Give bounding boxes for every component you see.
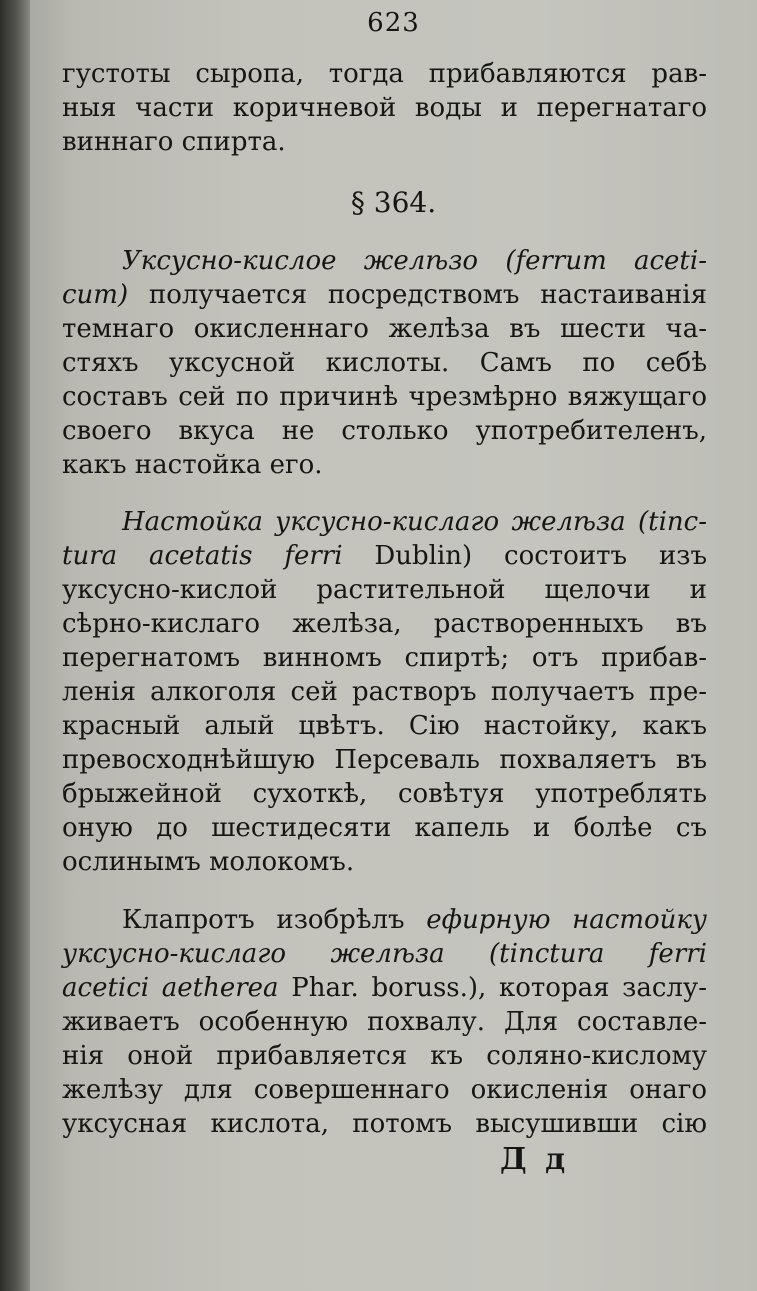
text-line: сѣрно-кислаго желѣза, растворенныхъ въ — [62, 609, 707, 639]
text-run: получается посредствомъ настаиванія — [128, 280, 707, 310]
text-line: густоты сыропа, тогда прибавляются рав- — [62, 59, 707, 89]
italic-term: tura acetatis ferri — [62, 541, 343, 571]
text-line: брыжейной сухоткѣ, совѣтуя употреблять — [62, 779, 707, 809]
text-line: своего вкуса не столько употребителенъ, — [62, 416, 707, 446]
text-line — [62, 279, 707, 311]
italic-term: ефирную настойку — [426, 905, 707, 935]
text-line — [62, 938, 707, 970]
text-line: уксусная кислота, потомъ высушивши сію — [62, 1109, 707, 1139]
text-line: нія оной прибавляется къ соляно-кислому — [62, 1041, 707, 1071]
text-line: стяхъ уксусной кислоты. Самъ по себѣ — [62, 348, 707, 378]
text-line: темнаго окисленнаго желѣза въ шести ча- — [62, 314, 707, 344]
text-line: живаетъ особенную похвалу. Для составле- — [62, 1007, 707, 1037]
book-gutter — [0, 0, 30, 1291]
italic-term: cum) — [62, 280, 129, 310]
text-line: оную до шестидесяти капель и болѣе съ — [62, 813, 707, 843]
text-line — [62, 972, 707, 1004]
text-line: превосходнѣйшую Персеваль похваляетъ въ — [62, 745, 707, 775]
page-number: 623 — [367, 8, 420, 38]
text-line — [122, 245, 707, 277]
text-line: желѣзу для совершеннаго окисленія онаго — [62, 1075, 707, 1105]
italic-term: Настойка уксусно-кислаго желѣза (tinc- — [122, 507, 707, 537]
text-run: Phar. boruss.), которая заслу- — [278, 973, 708, 1003]
italic-term: Уксусно-кислое желѣзо (ferrum aceti- — [122, 246, 707, 276]
text-run: Dublin) состоитъ изъ — [342, 541, 708, 571]
italic-term: уксусно-кислаго желѣза (tinctura ferri — [62, 939, 707, 969]
book-page — [30, 0, 757, 1291]
text-line — [62, 540, 707, 572]
signature-mark: Д д — [500, 1142, 570, 1177]
text-line: составъ сей по причинѣ чрезмѣрно вяжущаго — [62, 382, 707, 412]
text-line: уксусно-кислой растительной щелочи и — [62, 575, 707, 605]
section-heading: § 364. — [350, 186, 437, 219]
text-line: ленія алкоголя сей растворъ получаетъ пре- — [62, 677, 707, 707]
text-line: перегнатомъ винномъ спиртѣ; отъ прибав- — [62, 643, 707, 673]
italic-term: acetici aetherea — [62, 973, 279, 1003]
text-run: Клапротъ изобрѣлъ — [122, 905, 427, 935]
text-line: ныя части коричневой воды и перегнатаго — [62, 93, 707, 123]
text-line: виннаго спирта. — [62, 127, 286, 157]
text-line — [122, 506, 707, 538]
text-line: какъ настойка его. — [62, 450, 323, 480]
text-line — [122, 904, 707, 936]
text-line: ослинымъ молокомъ. — [62, 847, 355, 877]
text-line: красный алый цвѣтъ. Сію настойку, какъ — [62, 711, 707, 741]
